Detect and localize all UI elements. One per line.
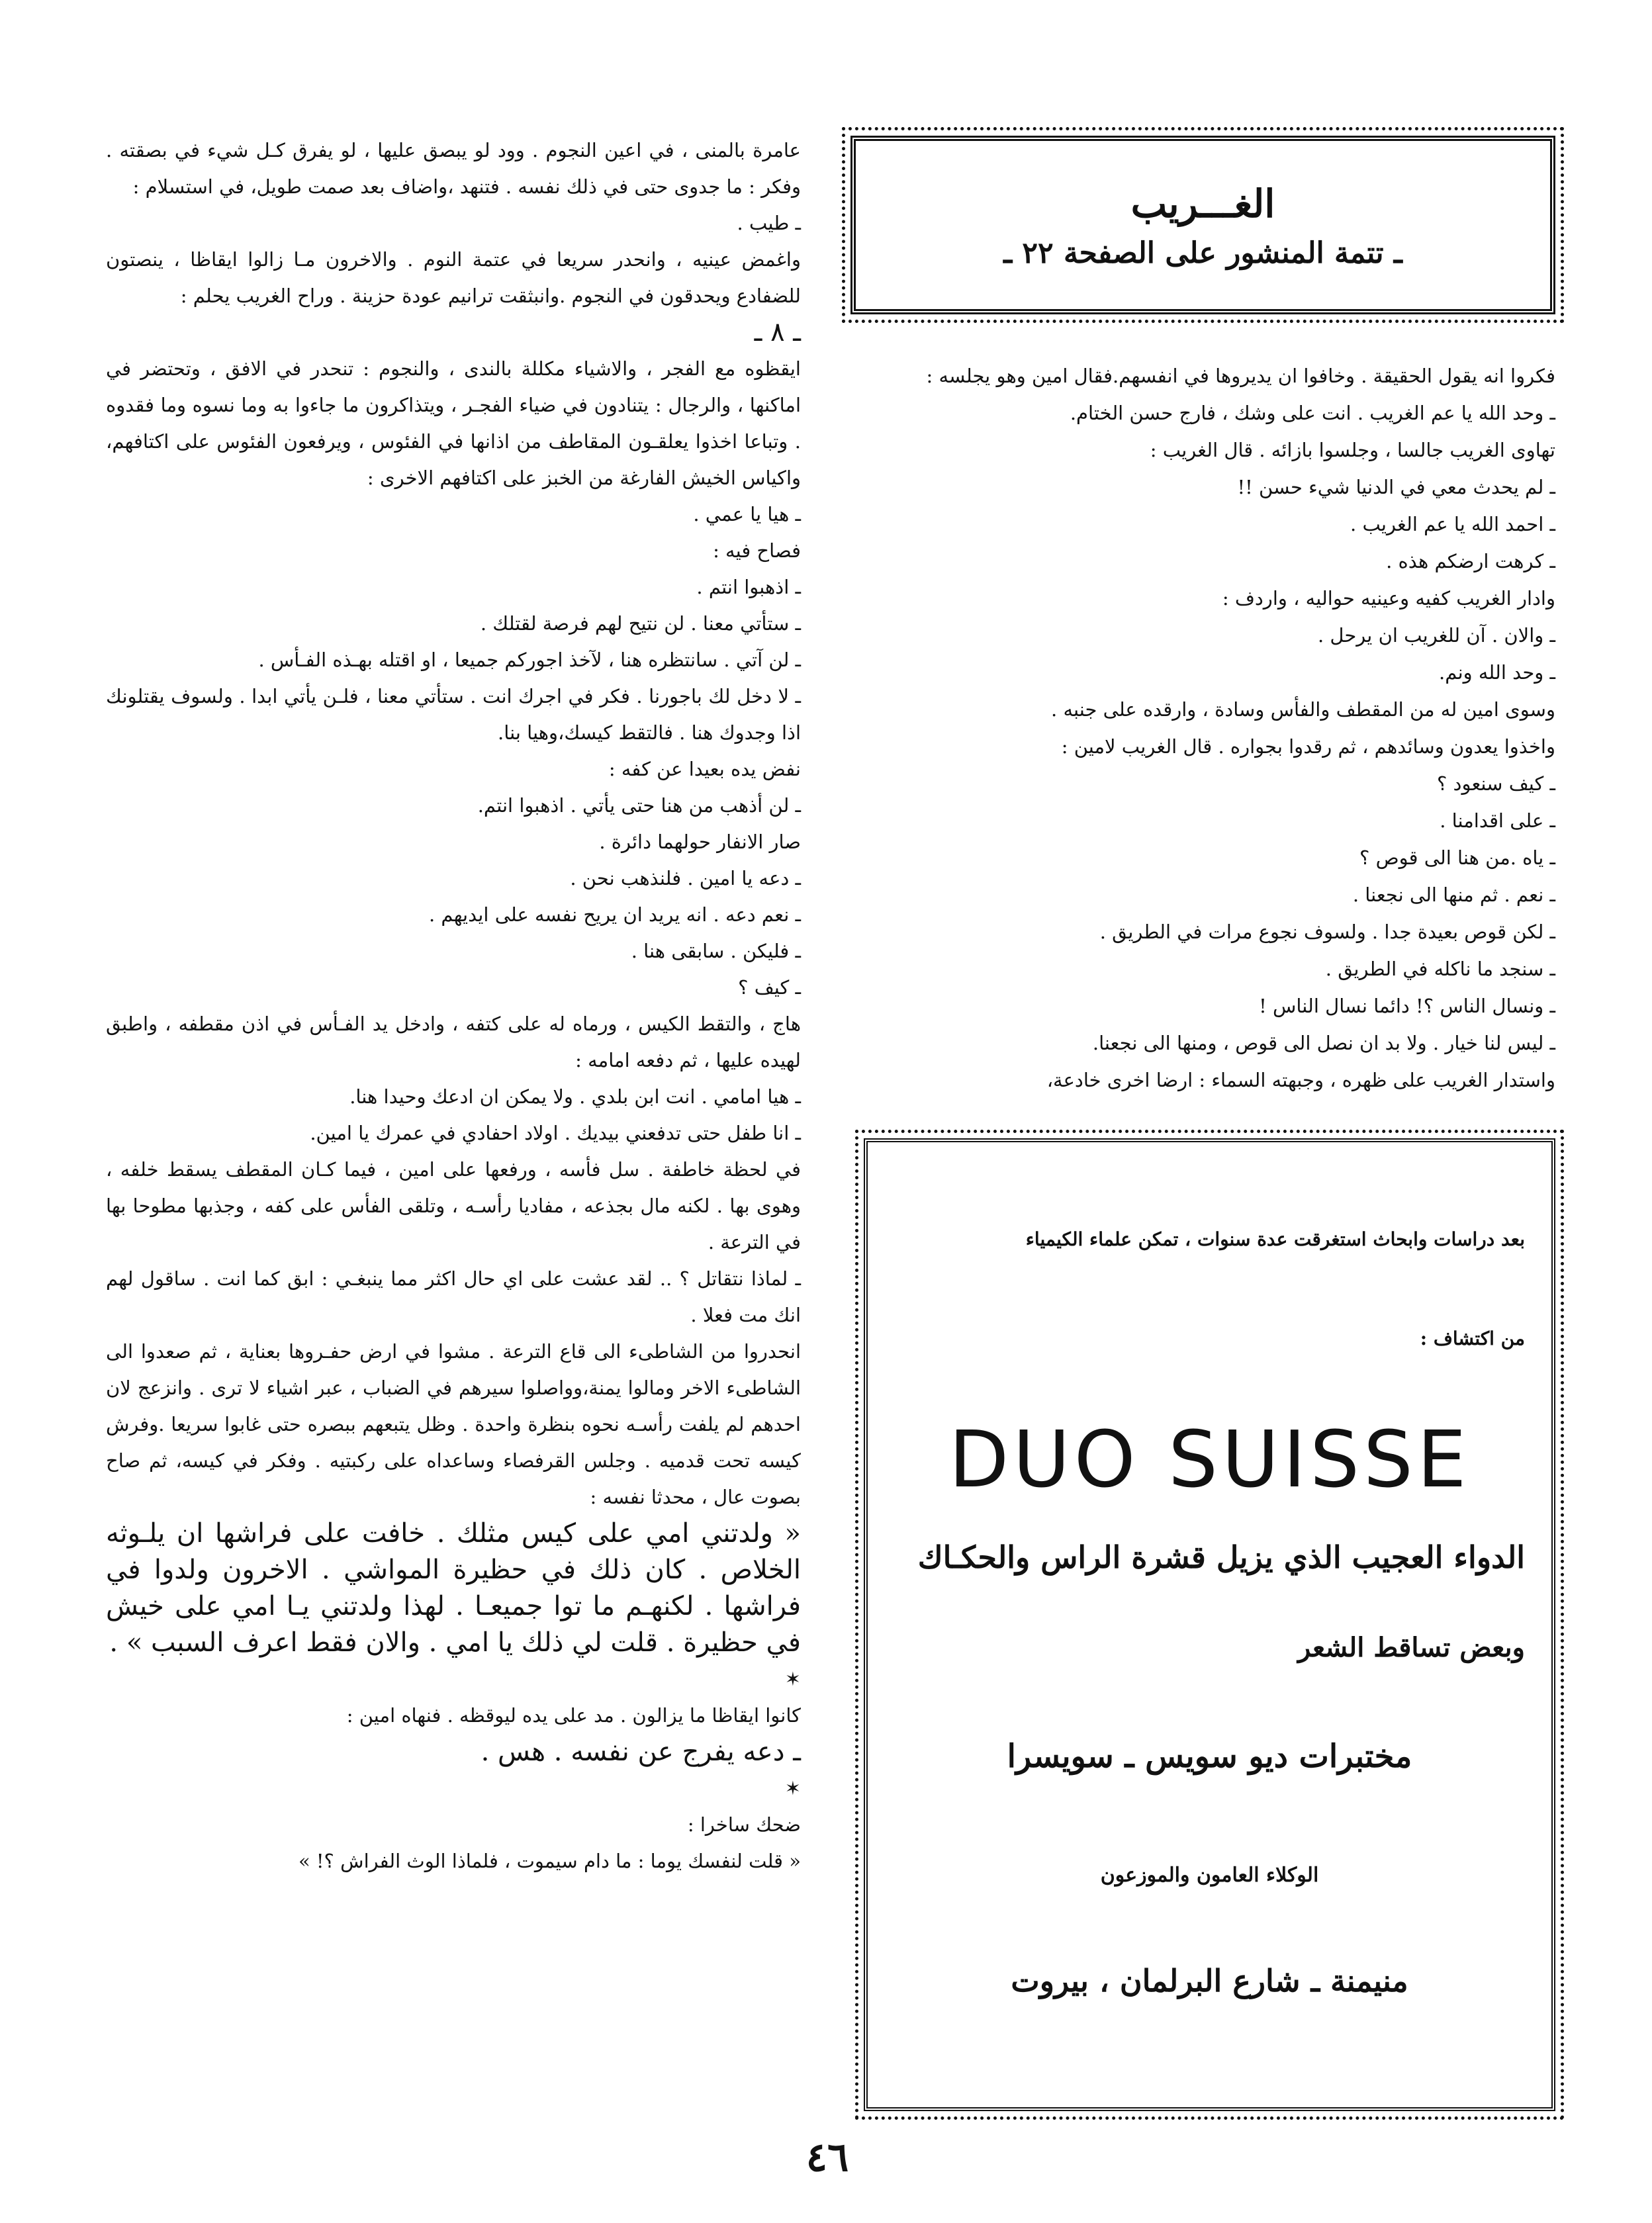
paragraph: ـ سنجد ما ناكله في الطريق . (1325, 958, 1555, 980)
paragraph: تهاوى الغريب جالسا ، وجلسوا بازائه . قال الغريب : (1150, 439, 1555, 461)
paragraph: كانوا ايقاظا ما يزالون . مد على يده ليوقظه . فنهاه امين : (346, 1704, 801, 1727)
paragraph: ـ كرهت ارضكم هذه . (1386, 550, 1555, 572)
paragraph: ـ طيب . (737, 212, 801, 234)
paragraph: « قلت لنفسك يوما : ما دام سيموت ، فلماذا الوث الفراش ؟! » (298, 1850, 801, 1872)
paragraph: ـ ستأتي معنا . لن نتيح لهم فرصة لقتلك . (480, 612, 801, 635)
paragraph: عامرة بالمنى ، في اعين النجوم . وود لو يبصق عليها ، لو يفرق كـل شيء في بصقته . وفكر : ما جدوى حتى في ذلك نفسه . فتنهد ،واضاف بعد صمت طويل، في استسلام : (106, 139, 801, 198)
paragraph: ـ وحد الله يا عم الغريب . انت على وشك ، فارج حسن الختام. (1070, 402, 1555, 424)
star-separator: ـ دعه يفرج عن نفسه . هس . (481, 1737, 801, 1767)
paragraph: ـ على اقدامنا . (1440, 809, 1555, 832)
paragraph: واغمض عينيه ، وانحدر سريعا في عتمة النوم . والاخرون مـا زالوا ايقاظا ، ينصتون للضفادع ويحدقون في النجوم .وانبثقت ترانيم عودة حزينة . وراح الغريب يحلم : (106, 248, 801, 307)
paragraph: ـ نعم . ثم منها الى نجعنا . (1352, 884, 1555, 906)
section-number: ـ ٨ ـ (754, 317, 801, 347)
paragraph: وادار الغريب كفيه وعينيه حواليه ، واردف : (1222, 587, 1555, 610)
ad-agents-label: الوكلاء العامون والموزعون (1100, 1864, 1319, 1887)
star-separator: « ولدتني امي على كيس مثلك . خافت على فراشها ان يلـوثه الخلاص . كان ذلك في حظيرة المواشي . الاخرون ولدوا في فراشها . لكنهـم ما توا جميعـا . لهذا ولدتني يـا امي على خيش في حظيرة . قلت لي ذلك يا امي . والان فقط اعرف السبب » . (106, 1518, 801, 1658)
paragraph: ✶ (784, 1668, 801, 1690)
ad-description-2: وبعض تساقط الشعر (1297, 1632, 1525, 1663)
article-title: الغـــريب (1130, 181, 1275, 226)
ad-description: الدواء العجيب الذي يزيل قشرة الراس والحكـاك (917, 1539, 1525, 1575)
paragraph: ـ كيف سنعود ؟ (1436, 772, 1555, 795)
ad-intro-text-2: من اكتشاف : (1420, 1328, 1525, 1349)
paragraph: ـ ليس لنا خيار . ولا بد ان نصل الى قوص ، ومنها الى نجعنا. (1092, 1032, 1555, 1054)
paragraph: ـ لم يحدث معي في الدنيا شيء حسن !! (1237, 476, 1555, 498)
paragraph: ـ لن آتي . سانتظره هنا ، لآخذ اجوركم جميعا ، او اقتله بهـذه الفـأس . (258, 649, 801, 671)
paragraph: ـ لا دخل لك باجورنا . فكر في اجرك انت . ستأتي معنا ، فلـن يأتي ابدا . ولسوف يقتلونك اذا وجدوك هنا . فالتقط كيسك،وهيا بنا. (106, 685, 801, 744)
paragraph: ايقظوه مع الفجر ، والاشياء مكللة بالندى ، والنجوم : تنحدر في الافق ، وتحتضر في اماكنها ، والرجال : يتنادون في ضياء الفجـر ، ويتذاكرون ما جاءوا به وما نسوه وما فقدوه . وتباعا اخذوا يعلقـون المقاطف من اذانها في الفئوس ، ويرفعون الفئوس على اكتافهم، واكياس الخيش الفارغة من الخبز على اكتافهم الاخرى : (106, 357, 801, 489)
ad-address: منيمنة ـ شارع البرلمان ، بيروت (1011, 1963, 1408, 1999)
paragraph: ـ لماذا نتقاتل ؟ .. لقد عشت على اي حال اكثر مما ينبغـي : ابق كما انت . ساقول لهم انك مت فعلا . (106, 1267, 801, 1326)
article-title-box (850, 136, 1555, 314)
paragraph: فكروا انه يقول الحقيقة . وخافوا ان يديروها في انفسهم.فقال امين وهو يجلسه : (926, 365, 1555, 387)
paragraph: ✶ (784, 1777, 801, 1799)
paragraph: ضحك ساخرا : (687, 1813, 801, 1836)
paragraph: ـ كيف ؟ (738, 976, 801, 999)
paragraph: ـ اذهبوا انتم . (696, 576, 801, 598)
ad-brand-name: DUO SUISSE (948, 1414, 1471, 1505)
paragraph: هاج ، والتقط الكيس ، ورماه له على كتفه ، وادخل يد الفـأس في اذن مقطفه ، واطبق لهيده عليها ، ثم دفعه امامه : (106, 1013, 801, 1071)
paragraph: ـ فليكن . سابقى هنا . (631, 940, 801, 962)
paragraph: ـ دعه يا امين . فلنذهب نحن . (570, 867, 801, 889)
paragraph: ـ هيا امامي . انت ابن بلدي . ولا يمكن ان ادعك وحيدا هنا. (349, 1085, 801, 1108)
paragraph: واستدار الغريب على ظهره ، وجبهته السماء : ارضا اخرى خادعة، (1046, 1069, 1555, 1091)
paragraph: ـ احمد الله يا عم الغريب . (1350, 513, 1555, 535)
paragraph: ـ نعم دعه . انه يريد ان يريح نفسه على ايديهم . (428, 903, 801, 926)
paragraph: ـ ياه .من هنا الى قوص ؟ (1359, 846, 1555, 869)
paragraph: ـ ونسال الناس ؟! دائما نسال الناس ! (1259, 995, 1555, 1017)
paragraph: واخذوا يعدون وسائدهم ، ثم رقدوا بجواره . قال الغريب لامين : (1061, 735, 1555, 758)
continuation-note: ـ تتمة المنشور على الصفحة ٢٢ ـ (1003, 236, 1402, 270)
paragraph: وسوى امين له من المقطف والفأس وسادة ، وارقده على جنبه . (1051, 698, 1555, 721)
paragraph: في لحظة خاطفة . سل فأسه ، ورفعها على امين ، فيما كـان المقطف يسقط خلفه ، وهوى بها . لكنه مال بجذعه ، مفاديا رأسـه ، وتلقى الفأس على كفه ، وجذبها مطوحا بها في الترعة . (106, 1158, 801, 1253)
advertisement-box (864, 1138, 1555, 2111)
paragraph: صار الانفار حولهما دائرة . (599, 831, 801, 853)
ad-laboratory: مختبرات ديو سويس ـ سويسرا (1007, 1738, 1412, 1775)
paragraph: ـ وحد الله ونم. (1439, 661, 1555, 684)
page-number: ٤٦ (805, 2134, 849, 2181)
paragraph: ـ والان . آن للغريب ان يرحل . (1317, 624, 1555, 647)
paragraph: ـ هيا يا عمي . (693, 503, 801, 525)
ad-intro-text: بعد دراسات وابحاث استغرقت عدة سنوات ، تمكن علماء الكيمياء (1025, 1228, 1525, 1250)
paragraph: نفض يده بعيدا عن كفه : (608, 758, 801, 780)
article-left-column (106, 132, 801, 1880)
article-right-column (854, 357, 1555, 1099)
paragraph: ـ لن أذهب من هنا حتى يأتي . اذهبوا انتم. (477, 794, 801, 817)
paragraph: ـ انا طفل حتى تدفعني بيديك . اولاد احفادي في عمرك يا امين. (310, 1122, 801, 1144)
paragraph: فصاح فيه : (713, 539, 801, 562)
paragraph: انحدروا من الشاطىء الى قاع الترعة . مشوا في ارض حفـروها بعناية ، ثم صعدوا الى الشاطىء الاخر ومالوا يمنة،وواصلوا سيرهم في الضباب ، عبر اشياء لا ترى . وانزعج لان احدهم لم يلفت رأسـه نحوه بنظرة واحدة . وظل يتبعهم ببصره حتى غابوا سريعا .وفرش كيسه تحت قدميه . وجلس القرفصاء وساعداه على ركبتيه . وفكر في كيسه، ثم صاح بصوت عال ، محدثا نفسه : (106, 1340, 801, 1508)
paragraph: ـ لكن قوص بعيدة جدا . ولسوف نجوع مرات في الطريق . (1099, 921, 1555, 943)
